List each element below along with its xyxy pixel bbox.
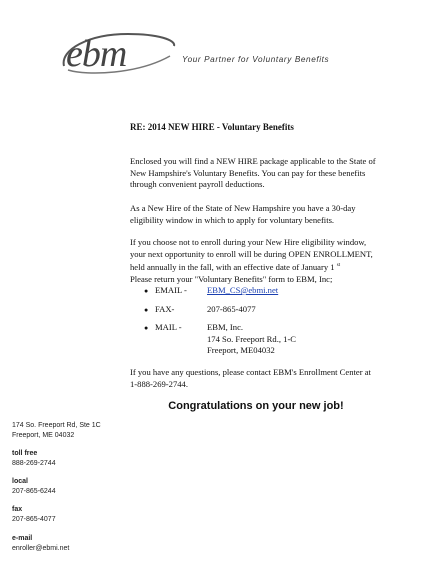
logo-text: ebm	[66, 33, 127, 75]
fax-label: FAX-	[155, 304, 175, 314]
sidebar-email	[12, 534, 69, 553]
text-line: If you have any questions, please contact EBM's Enrollment Center at	[130, 367, 371, 377]
tagline: Your Partner for Voluntary Benefits	[182, 55, 330, 64]
paragraph-questions	[130, 367, 390, 390]
text-line: New Hampshire's Voluntary Benefits. You can pay for these benefits	[130, 167, 366, 178]
text-line: eligibility window in which to apply for voluntary benefits.	[130, 214, 335, 225]
sidebar-address	[12, 421, 101, 440]
bullet-icon: ●	[144, 287, 149, 295]
bullet-icon: ●	[144, 324, 149, 332]
text-line: your next opportunity to enroll will be during OPEN ENROLLMENT,	[130, 248, 373, 259]
text-line: If you choose not to enroll during your New Hire eligibility window,	[130, 237, 367, 247]
address-line: 174 So. Freeport Rd, Ste 1C	[12, 422, 101, 429]
email-label: e-mail	[12, 535, 33, 542]
address-line: EBM, Inc.	[207, 322, 244, 332]
fax-number: 207-865-4077	[12, 515, 56, 523]
paragraph-enrollment	[130, 237, 390, 285]
text-line: Please return your "Voluntary Benefits" form to EBM, Inc;	[130, 273, 333, 284]
toll-free-number: 888-269-2744	[12, 459, 56, 467]
paragraph-intro	[130, 156, 390, 191]
paragraph-new-hire	[130, 203, 390, 226]
congratulations-heading: Congratulations on your new job!	[168, 400, 344, 412]
mail-address	[207, 322, 296, 357]
sidebar-local	[12, 477, 56, 496]
subject-line: RE: 2014 NEW HIRE - Voluntary Benefits	[130, 122, 294, 132]
address-line: Freeport, ME04032	[207, 345, 275, 356]
address-line: 174 So. Freeport Rd., 1-C	[207, 333, 297, 344]
address-line: Freeport, ME 04032	[12, 431, 75, 439]
text-line: As a New Hire of the State of New Hampshire you have a 30-day	[130, 203, 356, 213]
email-link[interactable]: EBM_CS@ebmi.net	[207, 285, 279, 295]
fax-label: fax	[12, 506, 23, 513]
fax-value: 207-865-4077	[207, 304, 256, 314]
ebm-logo	[58, 30, 178, 80]
email-address[interactable]: enroller@ebmi.net	[12, 544, 70, 552]
local-number: 207-865-6244	[12, 487, 56, 495]
toll-free-label: toll free	[12, 450, 38, 457]
text-line: Enclosed you will find a NEW HIRE package applicable to the State of	[130, 156, 376, 166]
bullet-icon: ●	[144, 306, 149, 314]
text-line: held annually in the fall, with an effective date of January 1 $^{st}$	[130, 262, 341, 273]
mail-label: MAIL -	[155, 322, 182, 332]
email-label: EMAIL -	[155, 285, 187, 295]
text-line: through convenient payroll deductions.	[130, 179, 265, 190]
text-line: 1-888-269-2744.	[130, 378, 188, 389]
sidebar-fax	[12, 505, 56, 524]
local-label: local	[12, 478, 28, 485]
sidebar-toll-free	[12, 449, 56, 468]
